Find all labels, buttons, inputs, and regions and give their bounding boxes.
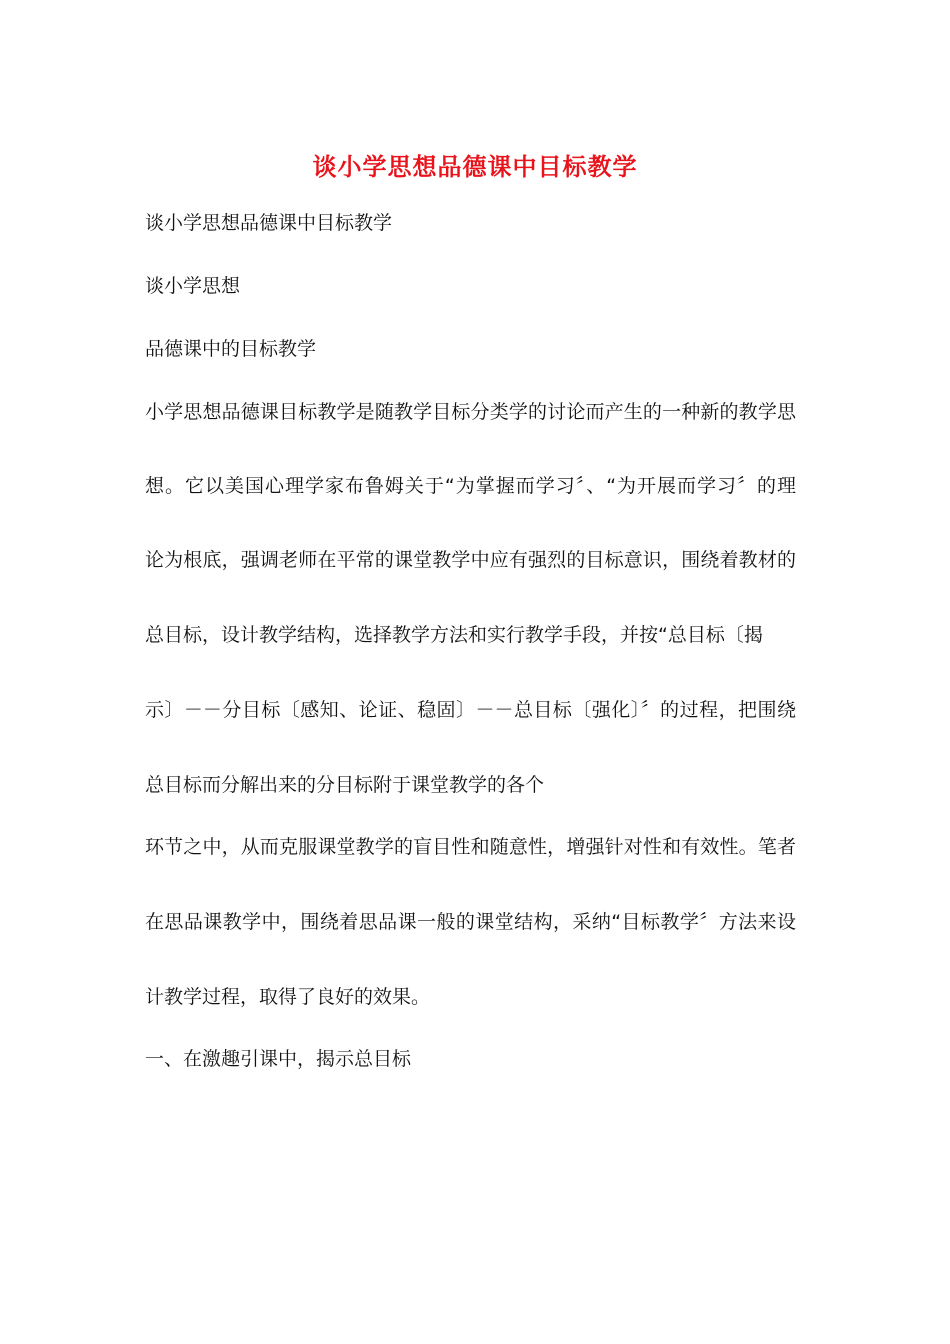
- paragraph-line: 计教学过程，取得了良好的效果。: [145, 986, 431, 1008]
- section-heading: 一、在激趣引课中，揭示总目标: [145, 1048, 412, 1070]
- paragraph-line: 论为根底，强调老师在平常的课堂教学中应有强烈的目标意识，围绕着教材的: [145, 549, 796, 571]
- paragraph-line: 示〕－－分目标〔感知、论证、稳固〕－－总目标〔强化〕〞的过程，把围绕: [145, 699, 796, 721]
- paragraph-line: 总目标而分解出来的分目标附于课堂教学的各个: [145, 774, 545, 796]
- paragraph-line: 想。它以美国心理学家布鲁姆关于“为掌握而学习〞、“为开展而学习〞的理: [145, 475, 796, 497]
- paragraph-line: 小学思想品德课目标教学是随教学目标分类学的讨论而产生的一种新的教学思: [145, 401, 796, 423]
- heading-line-a: 谈小学思想: [145, 275, 241, 297]
- document-title: 谈小学思想品德课中目标教学: [312, 152, 638, 181]
- document-subtitle: 谈小学思想品德课中目标教学: [145, 212, 393, 234]
- paragraph-line: 环节之中，从而克服课堂教学的盲目性和随意性，增强针对性和有效性。笔者: [145, 836, 796, 858]
- paragraph-line: 在思品课教学中，围绕着思品课一般的课堂结构，采纳“目标教学〞方法来设: [145, 911, 796, 933]
- heading-line-b: 品德课中的目标教学: [145, 338, 317, 360]
- paragraph-line: 总目标，设计教学结构，选择教学方法和实行教学手段，并按“总目标〔揭: [145, 624, 763, 646]
